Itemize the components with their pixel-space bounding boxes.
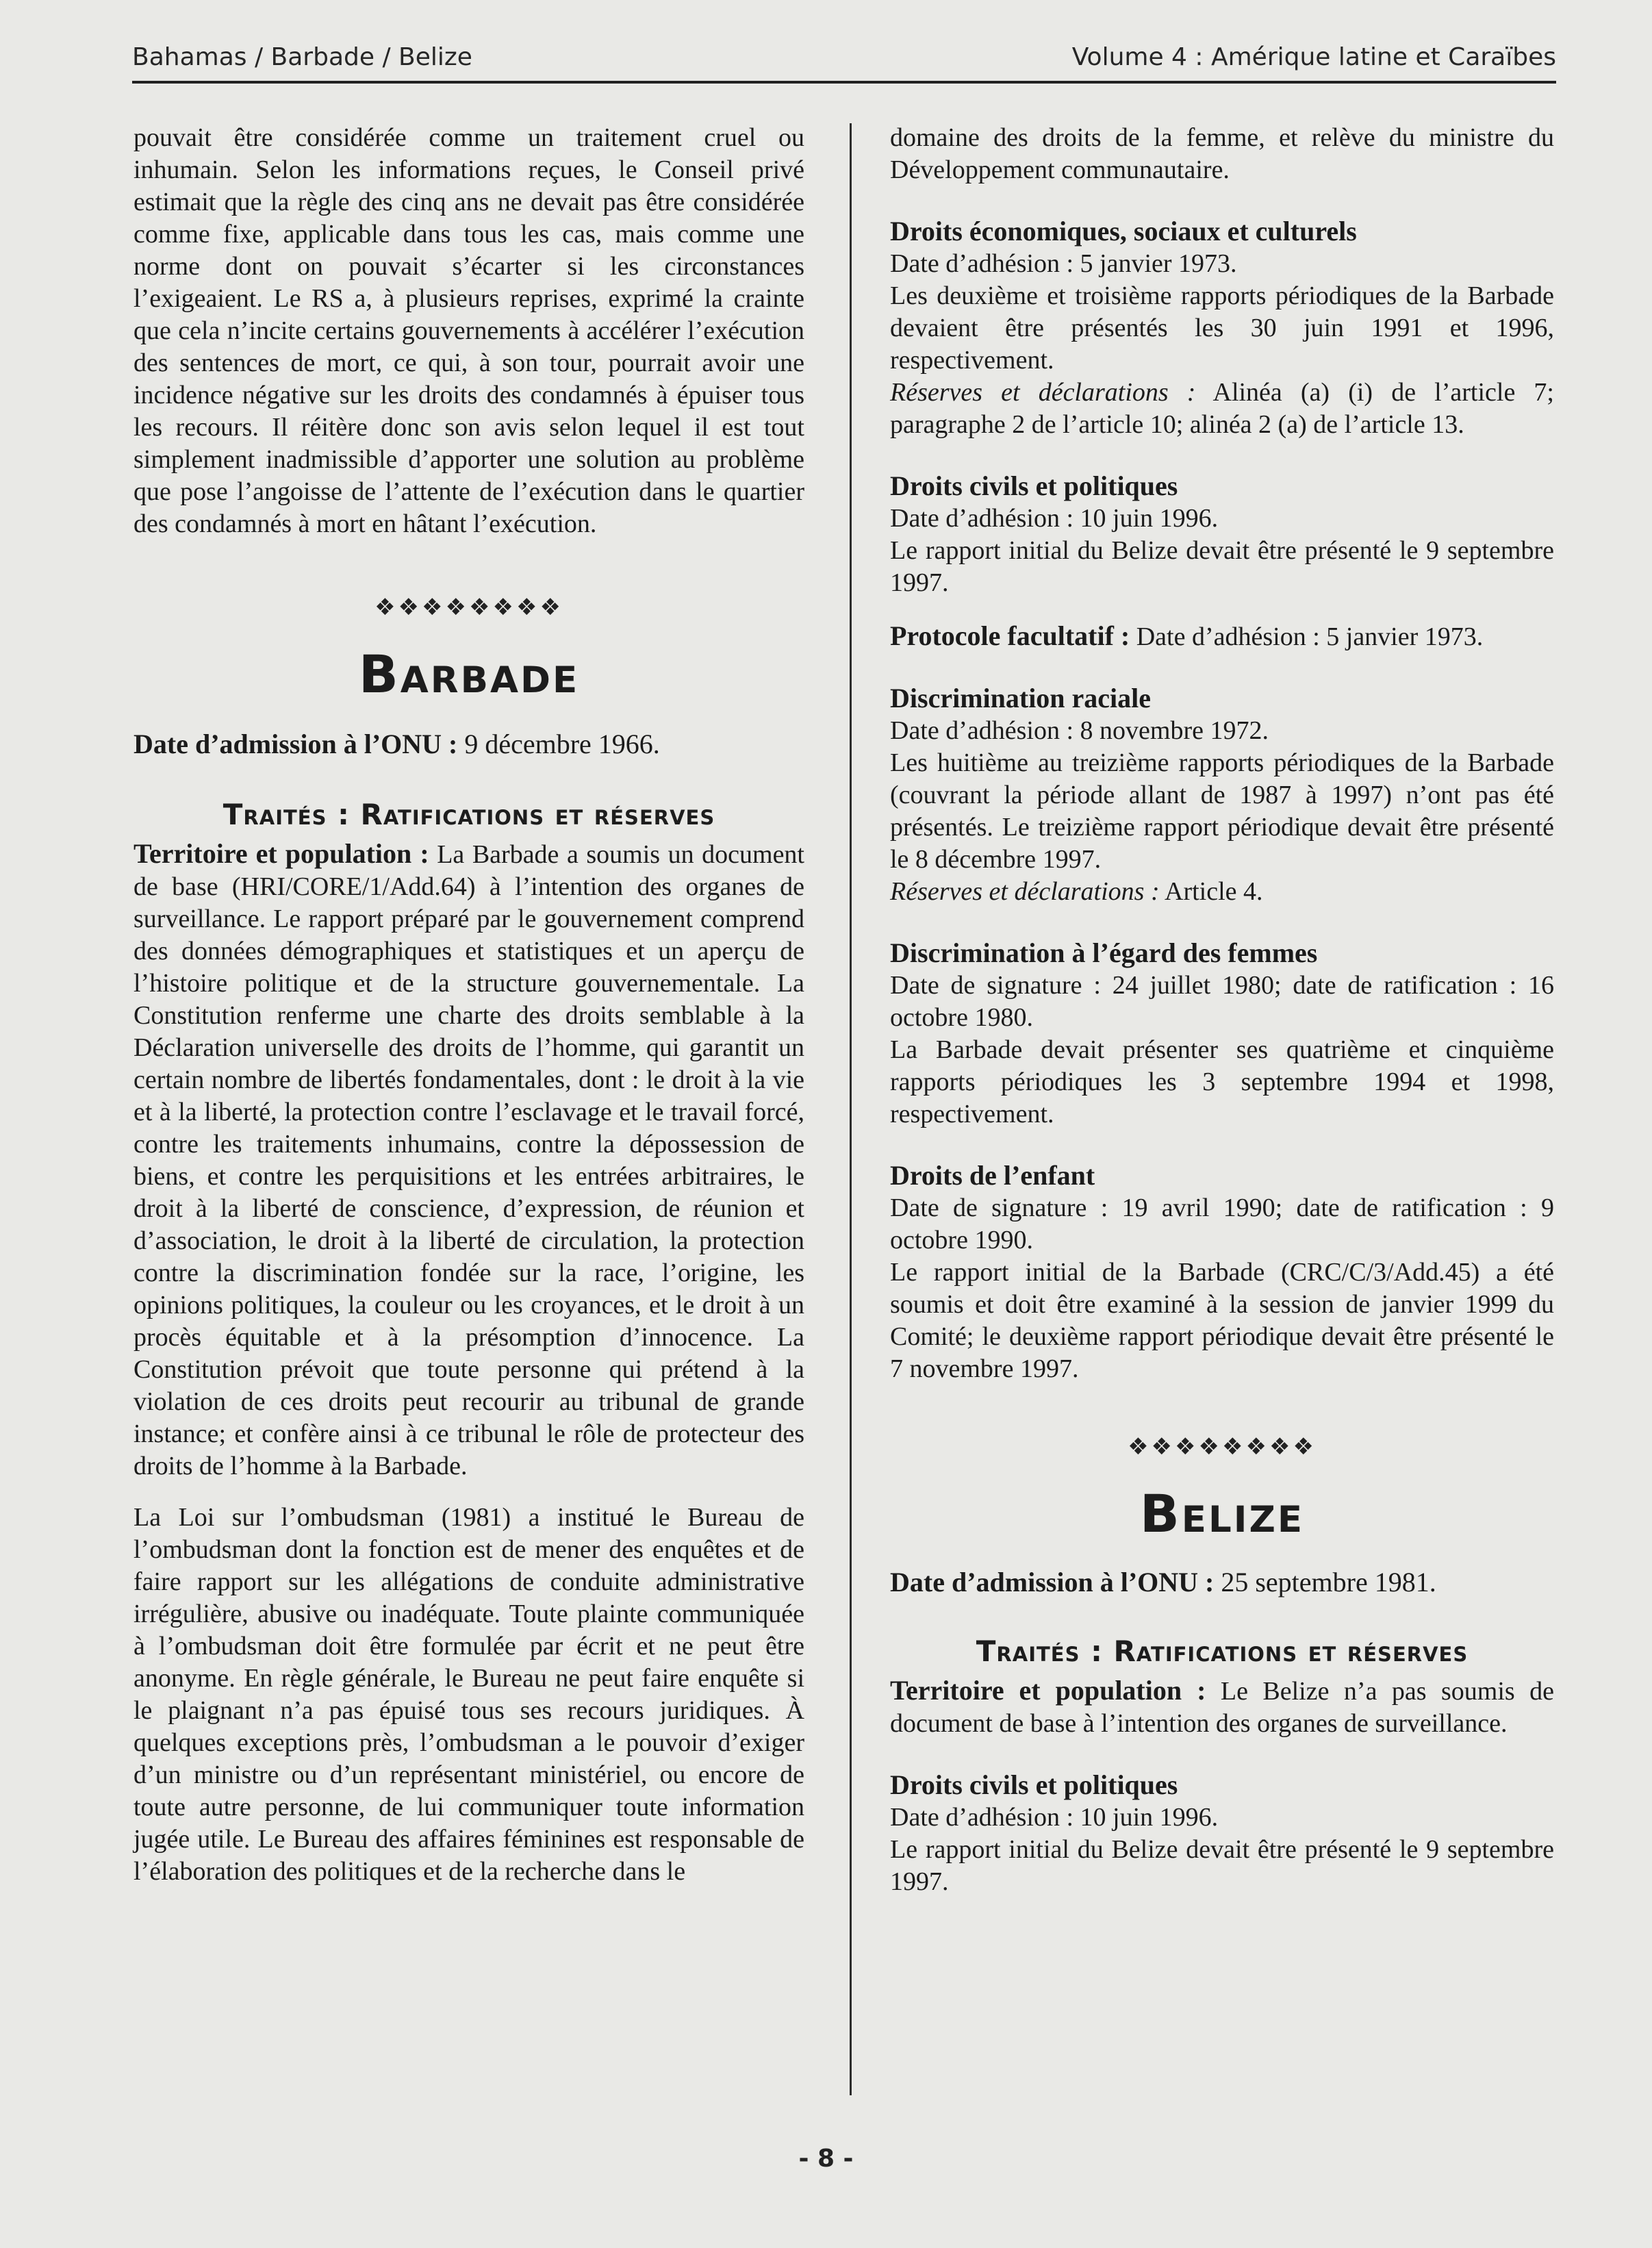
- esc-line1: Date d’adhésion : 5 janvier 1973.: [890, 249, 1237, 278]
- heading-civil-rights: Droits civils et politiques: [890, 470, 1178, 501]
- header-right: Volume 4 : Amérique latine et Caraïbes: [1071, 43, 1556, 71]
- column-divider: [850, 123, 852, 2095]
- child-line1: Date de signature : 19 avril 1990; date de ratification : 9 octobre 1990.: [890, 1194, 1554, 1254]
- racial-reserves: [890, 876, 1554, 908]
- left-column: [134, 122, 804, 1888]
- admission-date: [134, 728, 804, 761]
- child-line2: Le rapport initial de la Barbade (CRC/C/3/Add.45) a été soumis et doit être examiné à la session de janvier 1999 du Comité; le deuxième rapport périodique devait être présenté le 7 novembre 1997.: [890, 1258, 1554, 1383]
- territory-text-belize: Le Belize n’a pas soumis de document de base à l’intention des organes de surveillance.: [890, 1677, 1555, 1738]
- separator-ornament: ❖❖❖❖❖❖❖❖: [374, 594, 563, 621]
- racial-reserves-label: Réserves et déclarations :: [890, 877, 1160, 906]
- continuation-paragraph: domaine des droits de la femme, et relève du ministre du Développement communautaire.: [890, 123, 1554, 184]
- section-title-treaties-belize: Traités : Ratifications et réserves: [976, 1634, 1469, 1668]
- esc-line2: Les deuxième et troisième rapports périodiques de la Barbade devaient être présentés les 30 juin 1991 et 1996, respectivement.: [890, 281, 1554, 375]
- heading-esc-rights: Droits économiques, sociaux et culturels: [890, 216, 1357, 247]
- territory-paragraph: [134, 837, 804, 1482]
- admission-label-belize: Date d’admission à l’ONU :: [890, 1567, 1215, 1597]
- women-line2: La Barbade devait présenter ses quatrième et cinquième rapports périodiques les 3 septembre 1994 et 1998, respectivement.: [890, 1035, 1554, 1128]
- header-left: Bahamas / Barbade / Belize: [132, 43, 472, 71]
- racial-reserves-text: Article 4.: [1165, 877, 1263, 906]
- heading-racial-discrimination: Discrimination raciale: [890, 683, 1152, 713]
- civil-line1: Date d’adhésion : 10 juin 1996.: [890, 504, 1219, 533]
- protocol-text: Date d’adhésion : 5 janvier 1973.: [1136, 622, 1484, 651]
- page-number: - 8 -: [798, 2145, 854, 2173]
- separator-ornament-2: ❖❖❖❖❖❖❖❖: [1128, 1433, 1317, 1461]
- optional-protocol: [890, 620, 1554, 653]
- heading-child-rights: Droits de l’enfant: [890, 1160, 1095, 1191]
- protocol-label: Protocole facultatif :: [890, 620, 1130, 651]
- territory-label-belize: Territoire et population :: [890, 1675, 1206, 1706]
- esc-reserves-text: Alinéa (a) (i) de l’article 7; paragraphe 2 de l’article 10; alinéa 2 (a) de l’article 13.: [890, 378, 1554, 439]
- territory-text: La Barbade a soumis un document de base (HRI/CORE/1/Add.64) à l’intention des organes de surveillance. Le rapport préparé par le gouvernement comprend des données démographiques et statistiques et un aperçu de l’histoire politique et de la structure gouvernementale. La Constitution renferme une charte des droits semblable à la Déclaration universelle des droits de l’homme, qui garantit un certain nombre de libertés fondamentales, dont : le droit à la vie et à la liberté, la protection contre l’esclavage et le travail forcé, contre les traitements inhumains, contre la dépossession de biens, et contre les perquisitions et les entrées arbitraires, le droit à la liberté de conscience, d’expression, de réunion et d’association, le droit à la liberté de circulation, la protection contre la discrimination fondée sur la race, l’origine, les opinions politiques, la couleur ou les croyances, et le droit à un procès équitable et à la présomption d’innocence. La Constitution prévoit que toute personne qui prétend à la violation de ces droits peut recourir au tribunal de grande instance; et confère ainsi à ce tribunal le rôle de protecteur des droits de l’homme à la Barbade.: [134, 840, 804, 1480]
- section-title-treaties: Traités : Ratifications et réserves: [223, 798, 715, 831]
- racial-line1: Date d’adhésion : 8 novembre 1972.: [890, 716, 1269, 745]
- esc-reserves: [890, 377, 1554, 441]
- civil-line2: Le rapport initial du Belize devait être présenté le 9 septembre 1997.: [890, 536, 1554, 597]
- country-title-belize: Belize: [1139, 1483, 1305, 1544]
- header-rule: [132, 81, 1556, 84]
- admission-value-belize: 25 septembre 1981.: [1221, 1567, 1436, 1597]
- heading-women-discrimination: Discrimination à l’égard des femmes: [890, 937, 1318, 968]
- admission-label: Date d’admission à l’ONU :: [134, 729, 458, 759]
- intro-paragraph: pouvait être considérée comme un traitement cruel ou inhumain. Selon les informations reçues, le Conseil privé estimait que la règle des cinq ans ne devait pas être considérée comme fixe, applicable dans tous les cas, mais comme une norme dont on pouvait s’écarter si les circonstances l’exigeaient. Le RS a, à plusieurs reprises, exprimé la crainte que cela n’incite certains gouvernements à accélérer l’exécution des sentences de mort, ce qui, à son tour, pourrait avoir une incidence négative sur les droits des condamnés à épuiser tous les recours. Il réitère donc son avis selon lequel il est tout simplement inadmissible d’apporter une solution au problème que pose l’angoisse de l’attente de l’exécution dans le quartier des condamnés à mort en hâtant l’exécution.: [134, 123, 804, 538]
- women-line1: Date de signature : 24 juillet 1980; date de ratification : 16 octobre 1980.: [890, 971, 1554, 1032]
- right-column: [890, 122, 1554, 1898]
- country-title-barbade: Barbade: [358, 644, 580, 705]
- territory-paragraph-belize: [890, 1674, 1554, 1740]
- ombudsman-paragraph: La Loi sur l’ombudsman (1981) a institué le Bureau de l’ombudsman dont la fonction est de mener des enquêtes et de faire rapport sur les allégations de conduite administrative irrégulière, abusive ou inadéquate. Toute plainte communiquée à l’ombudsman doit être formulée par écrit et ne peut être anonyme. En règle générale, le Bureau ne peut faire enquête si le plaignant n’a pas épuisé tous ses recours juridiques. À quelques exceptions près, l’ombudsman a le pouvoir d’exiger d’un ministre ou d’un représentant ministériel, ou encore de toute autre personne, de lui communiquer toute information jugée utile. Le Bureau des affaires féminines est responsable de l’élaboration des politiques et de la recherche dans le: [134, 1503, 804, 1886]
- heading-civil-rights-belize: Droits civils et politiques: [890, 1769, 1178, 1800]
- admission-value: 9 décembre 1966.: [464, 729, 660, 759]
- racial-line2: Les huitième au treizième rapports périodiques de la Barbade (couvrant la période allant de 1987 à 1997) n’ont pas été présentés. Le treizième rapport périodique devait être présenté le 8 décembre 1997.: [890, 748, 1554, 874]
- belize-civil-line1: Date d’adhésion : 10 juin 1996.: [890, 1803, 1219, 1832]
- territory-label: Territoire et population :: [134, 838, 429, 869]
- belize-civil-line2: Le rapport initial du Belize devait être présenté le 9 septembre 1997.: [890, 1835, 1554, 1896]
- esc-reserves-label: Réserves et déclarations :: [890, 378, 1196, 407]
- admission-date-belize: [890, 1566, 1554, 1599]
